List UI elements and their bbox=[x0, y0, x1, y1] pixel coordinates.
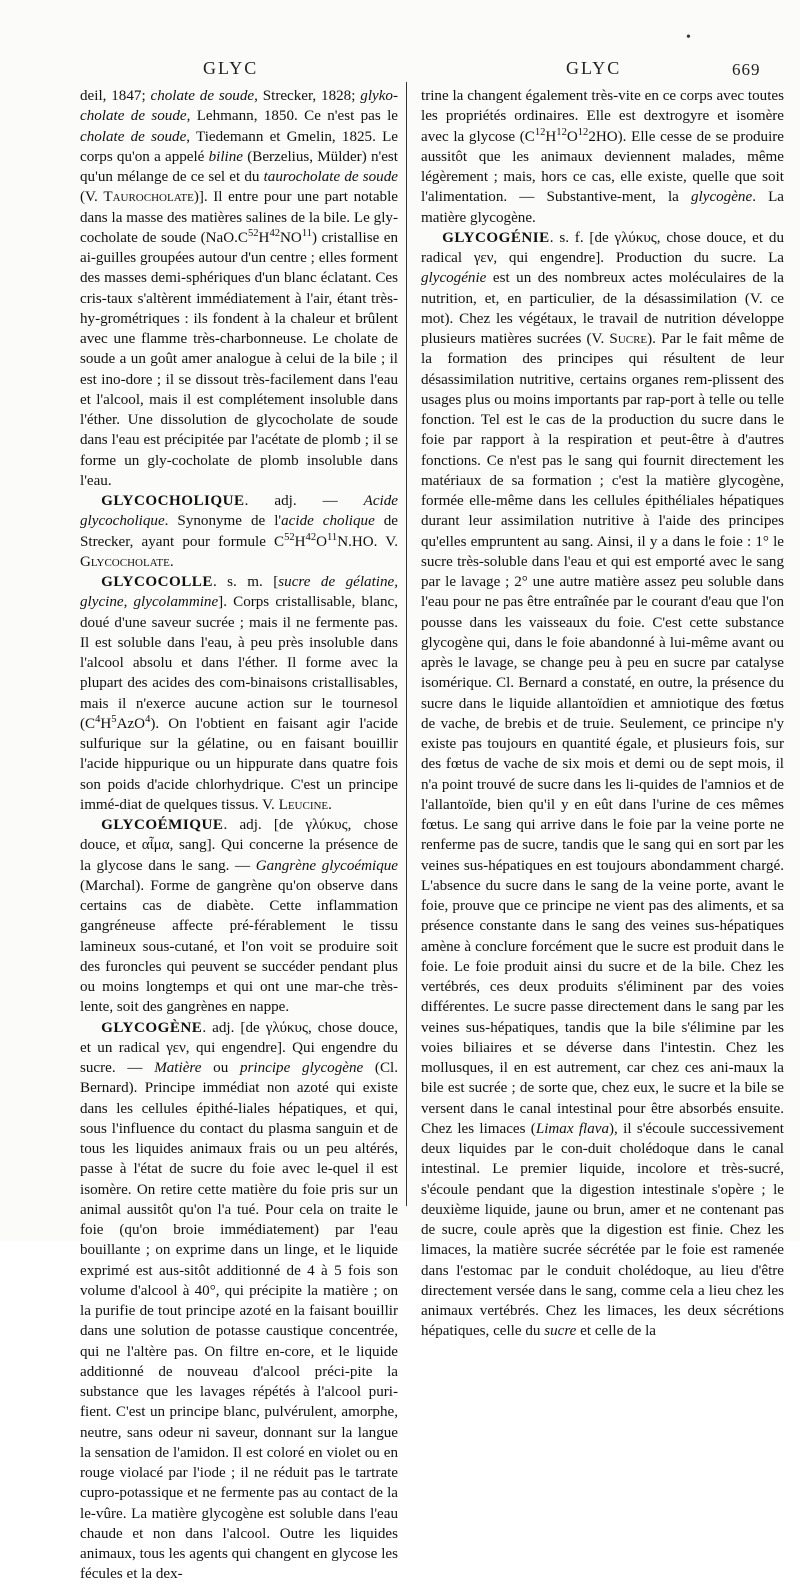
entry-text: ]. Corps cristallisable, blanc, doué d'une saveur sucrée ; mais il ne fermente pas. Il est soluble dans l'eau, à peu près insoluble dans l'alcool absolu et dans l'éther. Il forme avec la plupart des acides des com-binaisons cristallisables, mais il n'exerce aucune action sur le tournesol (C bbox=[80, 594, 398, 732]
headword: GLYCOCHOLIQUE bbox=[101, 493, 245, 509]
dictionary-entry bbox=[80, 572, 398, 815]
left-column bbox=[80, 86, 398, 1585]
italic-term: sucre bbox=[544, 1323, 577, 1340]
italic-term: glyko-cholate de soude bbox=[80, 88, 398, 125]
entry-text: (Marchal). Forme de gangrène qu'on observe dans certains cas de diabète. Cette inflammation gangréneuse affecte pré-férablement le tissu lamineux sous-cutané, et l'on voit se produire soit des furoncles qui peuvent se succéder pendant plus ou moins longtemps et qui ont une mar-che très-lente, soit des gangrènes en nappe. bbox=[80, 877, 398, 1016]
entry-text: ) cristallise en ai-guilles groupées autour d'un centre ; elles forment des masses demi-sphériques d'un blanc éclatant. Ces cris-taux s'altèrent immédiatement à l'air, étant très-hy-grométriques : ils fondent à la chaleur et brûlent avec une flamme très-charbonneuse. Le cholate de soude a un goût amer analogue à celui de la bile ; il est ino-dore ; il se dissout très-facilement dans l'eau et l'alcool, mais il est complétement insoluble dans l'éther. Une dissolution de glycocholate de soude dans l'eau est précipitée par l'acétate de plomb ; il se forme un gly-cocholate de plomb insoluble dans l'eau. bbox=[80, 229, 398, 489]
entry-text: , Strecker, 1828; bbox=[254, 88, 361, 104]
formula-index: 12 bbox=[534, 126, 546, 138]
entry-text: AzO bbox=[116, 715, 146, 732]
entry-text: H bbox=[545, 128, 557, 145]
cross-reference: Sucre bbox=[609, 331, 648, 347]
entry-text: . s. m. [ bbox=[212, 574, 279, 590]
formula-index: 12 bbox=[577, 126, 589, 138]
column-divider bbox=[406, 82, 407, 1206]
entry-text: ), il s'écoule successivement deux liquides par le con-duit cholédoque dans le canal intestinal. Le premier liquide, incolore et très-sucré, s'écoule pendant que la digestion intestinale s'opère ; le deuxième liquide, jaune ou brun, amer et ne contenant pas de sucre, coule après que la digestion est finie. Chez les limaces, la matière sucrée sécrétée par le foie est ramenée dans l'estomac par le conduit cholédoque, au lieu d'être directement versée dans le sang, comme cela a lieu chez les animaux vertébrés. Chez les limaces, les deux sécrétions hépatiques, celle du bbox=[421, 1120, 784, 1340]
running-head-left: GLYC bbox=[203, 58, 259, 78]
entry-text: H bbox=[294, 533, 306, 550]
entry-text: trine la changent également très-vite en ce corps avec toutes les propriétés ordinaires. Elle est dextrogyre et isomère avec la glycose (C bbox=[421, 88, 784, 145]
entry-text: . La matière glycogène. bbox=[421, 189, 784, 226]
formula-index: 42 bbox=[305, 531, 317, 543]
formula-index: 12 bbox=[556, 126, 567, 138]
entry-text: . s. f. [de γλύκυς, chose douce, et du radical γεν, qui engendre]. Production du sucre. La bbox=[421, 229, 784, 266]
entry-text: . bbox=[169, 553, 174, 570]
right-column bbox=[421, 86, 784, 1342]
italic-term: glycogène bbox=[691, 189, 753, 206]
entry-text: . adj. — bbox=[244, 493, 364, 509]
entry-text: (V. bbox=[80, 189, 104, 206]
cross-reference: Glycocholate bbox=[80, 553, 170, 570]
cross-reference: Taurocholate bbox=[103, 189, 194, 206]
formula-index: 11 bbox=[327, 531, 338, 543]
entry-text: (Berzelius, Mülder) n'est qu'un mélange de ce sel et du bbox=[80, 148, 398, 185]
formula-index: 42 bbox=[269, 227, 281, 239]
running-head-right: GLYC bbox=[566, 58, 622, 78]
italic-term: sucre de gélatine, glycine, glycolammine bbox=[80, 574, 398, 611]
entry-text: ). On l'obtient en faisant agir l'acide sulfurique sur la gélatine, ou en faisant bouillir l'acide hippurique ou un hippurate dans quatre fois son poids d'acide chlorhydrique. C'est un principe immé-diat de quelques tissus. V. bbox=[80, 715, 398, 813]
corner-mark: • bbox=[686, 30, 691, 45]
italic-term: Matière bbox=[154, 1060, 202, 1076]
formula-index: 52 bbox=[247, 227, 259, 239]
entry-text: H bbox=[258, 229, 270, 246]
entry-text: . adj. [de γλύκυς, chose douce, et un radical γεν, qui engendre]. Qui engendre du sucre. — bbox=[80, 1019, 398, 1076]
entry-text: H bbox=[100, 715, 112, 732]
formula-index: 4 bbox=[95, 713, 101, 725]
dictionary-entry bbox=[80, 1018, 398, 1585]
entry-text: (Cl. Bernard). Principe immédiat non azoté qui existe dans les cellules épithé-liales hépatiques, et qui, sous l'influence du contact du plasma sanguin et de tous les liquides animaux frais ou un peu altérés, passe à l'état de sucre du foie avec le-quel il est isomère. On retire cette matière du foie pris sur un animal aussitôt qu'on l'a tué. Pour cela on traite le foie (qu'on broie immédiatement) par l'eau bouillante ; on exprime dans un linge, et le liquide exprimé est aus-sitôt additionné de 4 à 5 fois son volume d'alcool à 40°, qui précipite la matière ; on la purifie de tout principe azoté en la faisant bouillir dans une solution de potasse caustique concentrée, qui ne l'altère pas. On filtre en-core, et le liquide additionné de nouveau d'alcool préci-pite la substance que les lavages répétés à l'alcool puri-fient. C'est un principe blanc, pulvérulent, amorphe, neutre, sans odeur ni saveur, donnant sur la langue la sensation de l'amidon. Il est coloré en violet ou en rouge violacé par l'iode ; il ne réduit pas le tartrate cupro-potassique et ne fermente pas au contact de la le-vûre. La matière glycogène est soluble dans l'eau chaude et non dans l'alcool. Outre les liquides animaux, tous les agents qui changent en glycose les fécules et la dex- bbox=[80, 1060, 398, 1583]
headword: GLYCOGÈNE bbox=[101, 1019, 203, 1036]
formula-index: 4 bbox=[145, 713, 151, 725]
formula-index: 52 bbox=[284, 531, 295, 543]
entry-text: )]. Il entre pour une part notable dans la masse des matières salines de la bile. Le gly-cocholate de soude (NaO.C bbox=[80, 189, 398, 246]
cross-reference: Leucine bbox=[278, 796, 329, 813]
entry-text: , Tiedemann et Gmelin, 1825. Le corps qu'on a appelé bbox=[80, 128, 398, 165]
continued-paragraph bbox=[80, 86, 398, 491]
entry-text: de Strecker, ayant pour formule C bbox=[80, 513, 398, 550]
headword: GLYCOGÉNIE bbox=[442, 229, 550, 246]
entry-text: NO bbox=[280, 229, 302, 246]
entry-text: ou bbox=[201, 1060, 240, 1076]
italic-term: biline bbox=[208, 148, 243, 165]
entry-text: . Synonyme de l' bbox=[164, 513, 282, 530]
entry-text: . adj. [de γλύκυς, chose douce, et αἷμα, sang]. Qui concerne la présence de la glycose dans le sang. — bbox=[80, 817, 398, 874]
italic-term: Limax flava bbox=[535, 1120, 610, 1137]
italic-term: Gangrène glycoémique bbox=[255, 857, 399, 874]
entry-text: 2HO). Elle cesse de se produire aussitôt que les animaux deviennent malades, même légèrement ; mais, hors ce cas, elle existe, quelle que soit l'alimentation. — Substantive-ment, la bbox=[421, 128, 785, 206]
entry-text: deil, 1847; bbox=[80, 88, 151, 104]
italic-term: cholate de soude bbox=[80, 128, 187, 145]
dictionary-entry bbox=[421, 228, 784, 1342]
dictionary-entry bbox=[80, 491, 398, 572]
entry-text: , Lehmann, 1850. Ce n'est pas le bbox=[186, 108, 398, 125]
formula-index: 11 bbox=[301, 227, 312, 239]
italic-term: glycogénie bbox=[421, 270, 487, 287]
entry-text: O bbox=[316, 533, 328, 550]
entry-text: . bbox=[328, 796, 332, 813]
italic-term: cholate de soude bbox=[150, 88, 255, 104]
entry-text: N.HO. V. bbox=[337, 533, 398, 550]
page-number: 669 bbox=[732, 60, 761, 79]
dictionary-entry bbox=[80, 815, 398, 1018]
italic-term: taurocholate de soude bbox=[263, 169, 398, 185]
headword: GLYCOCOLLE bbox=[101, 574, 213, 590]
headword: GLYCOÉMIQUE bbox=[101, 817, 224, 833]
italic-term: acide cholique bbox=[281, 513, 375, 530]
italic-term: Acide glycocholique bbox=[80, 493, 398, 530]
entry-text: est un des nombreux actes moléculaires de la nutrition, et, en particulier, de la désassimilation (V. ce mot). Chez les végétaux, le travail de nutrition développe plusieurs matières sucrées (V. bbox=[421, 270, 784, 347]
italic-term: principe glycogène bbox=[239, 1060, 364, 1076]
formula-index: 5 bbox=[111, 713, 117, 725]
entry-text: et celle de la bbox=[576, 1323, 656, 1340]
continued-paragraph bbox=[421, 86, 784, 228]
entry-text: ). Par le fait même de la formation des principes qui résultent de leur désassimilation nutritive, certains organes rem-plissent des usages plus ou moins importants par rap-port à telle ou telle fonction. Tel est le cas de la production du sucre dans le foie par rapport à la respiration et peut-être à d'autres fonctions. Ce n'est pas le sang qui fournit directement les matériaux de sa formation ; c'est la matière glycogène, formée elle-même dans les cellules épithéliales hépatiques durant leur assimilation nutritive à l'aide des principes qu'elles empruntent au sang. Ainsi, il y a dans le foie : 1° le sucre très-soluble dans l'eau et qui est emporté avec le sang par le lavage ; 2° une autre matière assez peu soluble dans l'eau pour ne pas être entraînée par le courant d'eau que l'on pousse dans les vaisseaux du foie. C'est cette substance glycogène qui, dans le foie abandonné à lui-même avant ou après le lavage, se change peu à peu en sucre par catalyse isomérique. Cl. Bernard a constaté, en outre, la présence du sucre dans le liquide allantoïdien et amniotique des fœtus de vache, de brebis et de truie. Seulement, ce principe n'y existe pas toujours en quantité égale, et plusieurs fois, sur des fœtus de vache de six mois et demi ou de sept mois, il n'a point trouvé de sucre dans les li-quides de l'amnios et de l'allantoïde, bien qu'il y en eût dans l'urine de ces mêmes fœtus. Le sang qui arrive dans le foie par la veine porte ne renferme pas de sucre, tandis que le sang qui en sort par les veines sus-hépatiques en est toujours abondamment chargé. L'absence du sucre dans le sang de la veine porte, avant le foie, prouve que ce principe ne vient pas des aliments, et sa présence constante dans le sang des veines sus-hépatiques amène à conclure forcément que le sucre est produit dans le foie. Le foie produit ainsi du sucre et de la bile. Chez les vertébrés, ces deux produits s'éliminent par des voies différentes. Le sucre passe directement dans le sang par les veines sus-hépatiques, tandis que la bile s'élimine par les voies biliaires et se déverse dans l'intestin. Chez les mollusques, il en est autrement, car chez ces ani-maux la bile est sucrée ; de sorte que, chez eux, le sucre et la bile se versent dans le canal intestinal pour être absorbés ensuite. Chez les limaces ( bbox=[421, 331, 784, 1137]
entry-text: O bbox=[566, 128, 578, 145]
